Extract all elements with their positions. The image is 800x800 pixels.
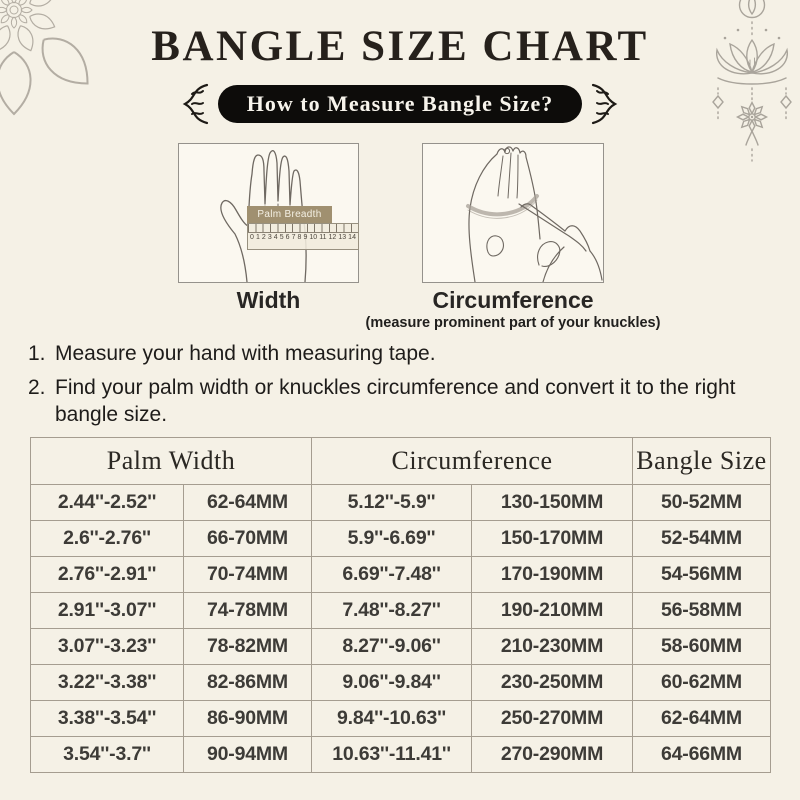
table-cell: 150-170MM bbox=[472, 521, 633, 557]
ruler-number: 7 bbox=[291, 234, 296, 241]
table-cell: 2.76''-2.91'' bbox=[31, 557, 184, 593]
table-row bbox=[31, 593, 771, 629]
ruler-number: 1 bbox=[255, 234, 260, 241]
ruler-number: 3 bbox=[267, 234, 272, 241]
instruction-number: 1. bbox=[28, 342, 46, 365]
table-cell: 52-54MM bbox=[633, 521, 771, 557]
table-cell: 9.84''-10.63'' bbox=[312, 701, 472, 737]
instruction-number: 2. bbox=[28, 375, 46, 399]
table-cell: 54-56MM bbox=[633, 557, 771, 593]
table-cell: 66-70MM bbox=[184, 521, 312, 557]
page-title: BANGLE SIZE CHART bbox=[151, 23, 649, 70]
circumference-caption bbox=[363, 287, 663, 331]
ruler-number: 9 bbox=[303, 234, 308, 241]
table-cell: 230-250MM bbox=[472, 665, 633, 701]
flourish-right-icon bbox=[591, 82, 621, 126]
table-row bbox=[31, 557, 771, 593]
table-cell: 3.38''-3.54'' bbox=[31, 701, 184, 737]
ruler bbox=[247, 223, 359, 250]
table-cell: 270-290MM bbox=[472, 737, 633, 773]
ruler-number: 0 bbox=[250, 234, 254, 241]
table-cell: 82-86MM bbox=[184, 665, 312, 701]
ruler-number: 10 bbox=[309, 234, 318, 241]
table-cell: 130-150MM bbox=[472, 485, 633, 521]
table-cell: 10.63''-11.41'' bbox=[312, 737, 472, 773]
column-header: Bangle Size bbox=[633, 438, 771, 485]
table-row bbox=[31, 737, 771, 773]
instruction-item bbox=[28, 341, 762, 368]
circumference-label: Circumference bbox=[432, 287, 594, 313]
table-cell: 58-60MM bbox=[633, 629, 771, 665]
table-cell: 7.48''-8.27'' bbox=[312, 593, 472, 629]
ruler-number: 2 bbox=[261, 234, 266, 241]
ruler-number: 14 bbox=[348, 234, 356, 241]
table-cell: 56-58MM bbox=[633, 593, 771, 629]
table-cell: 62-64MM bbox=[184, 485, 312, 521]
table-cell: 8.27''-9.06'' bbox=[312, 629, 472, 665]
table-cell: 50-52MM bbox=[633, 485, 771, 521]
table-cell: 250-270MM bbox=[472, 701, 633, 737]
table-cell: 60-62MM bbox=[633, 665, 771, 701]
table-cell: 170-190MM bbox=[472, 557, 633, 593]
ruler-number: 4 bbox=[273, 234, 278, 241]
table-cell: 6.69''-7.48'' bbox=[312, 557, 472, 593]
instruction-text: Find your palm width or knuckles circumference and convert it to the right bangle size. bbox=[55, 375, 736, 426]
width-diagram bbox=[178, 143, 359, 283]
circumference-diagram bbox=[422, 143, 604, 283]
table-cell: 62-64MM bbox=[633, 701, 771, 737]
table-cell: 3.22''-3.38'' bbox=[31, 665, 184, 701]
ruler-number: 11 bbox=[319, 234, 327, 241]
table-cell: 70-74MM bbox=[184, 557, 312, 593]
table-row bbox=[31, 485, 771, 521]
table-row bbox=[31, 629, 771, 665]
table-cell: 2.6''-2.76'' bbox=[31, 521, 184, 557]
table-cell: 190-210MM bbox=[472, 593, 633, 629]
table-cell: 210-230MM bbox=[472, 629, 633, 665]
circumference-note: (measure prominent part of your knuckles) bbox=[365, 315, 661, 331]
ruler-number: 5 bbox=[279, 234, 284, 241]
instruction-item bbox=[28, 375, 762, 429]
table-cell: 2.91''-3.07'' bbox=[31, 593, 184, 629]
table-cell: 86-90MM bbox=[184, 701, 312, 737]
ruler-number: 13 bbox=[338, 234, 347, 241]
table-row bbox=[31, 521, 771, 557]
table-cell: 2.44''-2.52'' bbox=[31, 485, 184, 521]
column-header: Palm Width bbox=[31, 438, 312, 485]
table-cell: 90-94MM bbox=[184, 737, 312, 773]
palm-breadth-tag: Palm Breadth bbox=[247, 206, 332, 223]
ruler-number: 12 bbox=[328, 234, 337, 241]
ruler-ticks bbox=[248, 224, 358, 233]
table-cell: 74-78MM bbox=[184, 593, 312, 629]
instruction-text: Measure your hand with measuring tape. bbox=[55, 342, 436, 365]
pinched-hands-icon bbox=[423, 144, 603, 282]
table-cell: 3.07''-3.23'' bbox=[31, 629, 184, 665]
instructions-list bbox=[28, 341, 762, 436]
table-cell: 5.12''-5.9'' bbox=[312, 485, 472, 521]
ruler-number: 6 bbox=[285, 234, 290, 241]
table-cell: 5.9''-6.69'' bbox=[312, 521, 472, 557]
ruler-numbers bbox=[248, 233, 358, 241]
width-label: Width bbox=[236, 287, 301, 313]
column-header: Circumference bbox=[312, 438, 633, 485]
table-cell: 3.54''-3.7'' bbox=[31, 737, 184, 773]
table-cell: 78-82MM bbox=[184, 629, 312, 665]
how-to-measure-banner: How to Measure Bangle Size? bbox=[218, 85, 582, 123]
table-row bbox=[31, 701, 771, 737]
flourish-left-icon bbox=[179, 82, 209, 126]
table-cell: 64-66MM bbox=[633, 737, 771, 773]
size-chart-table bbox=[30, 437, 771, 773]
banner-row bbox=[0, 84, 800, 124]
table-cell: 9.06''-9.84'' bbox=[312, 665, 472, 701]
table-header-row bbox=[31, 438, 771, 485]
table-row bbox=[31, 665, 771, 701]
ruler-number: 8 bbox=[297, 234, 302, 241]
